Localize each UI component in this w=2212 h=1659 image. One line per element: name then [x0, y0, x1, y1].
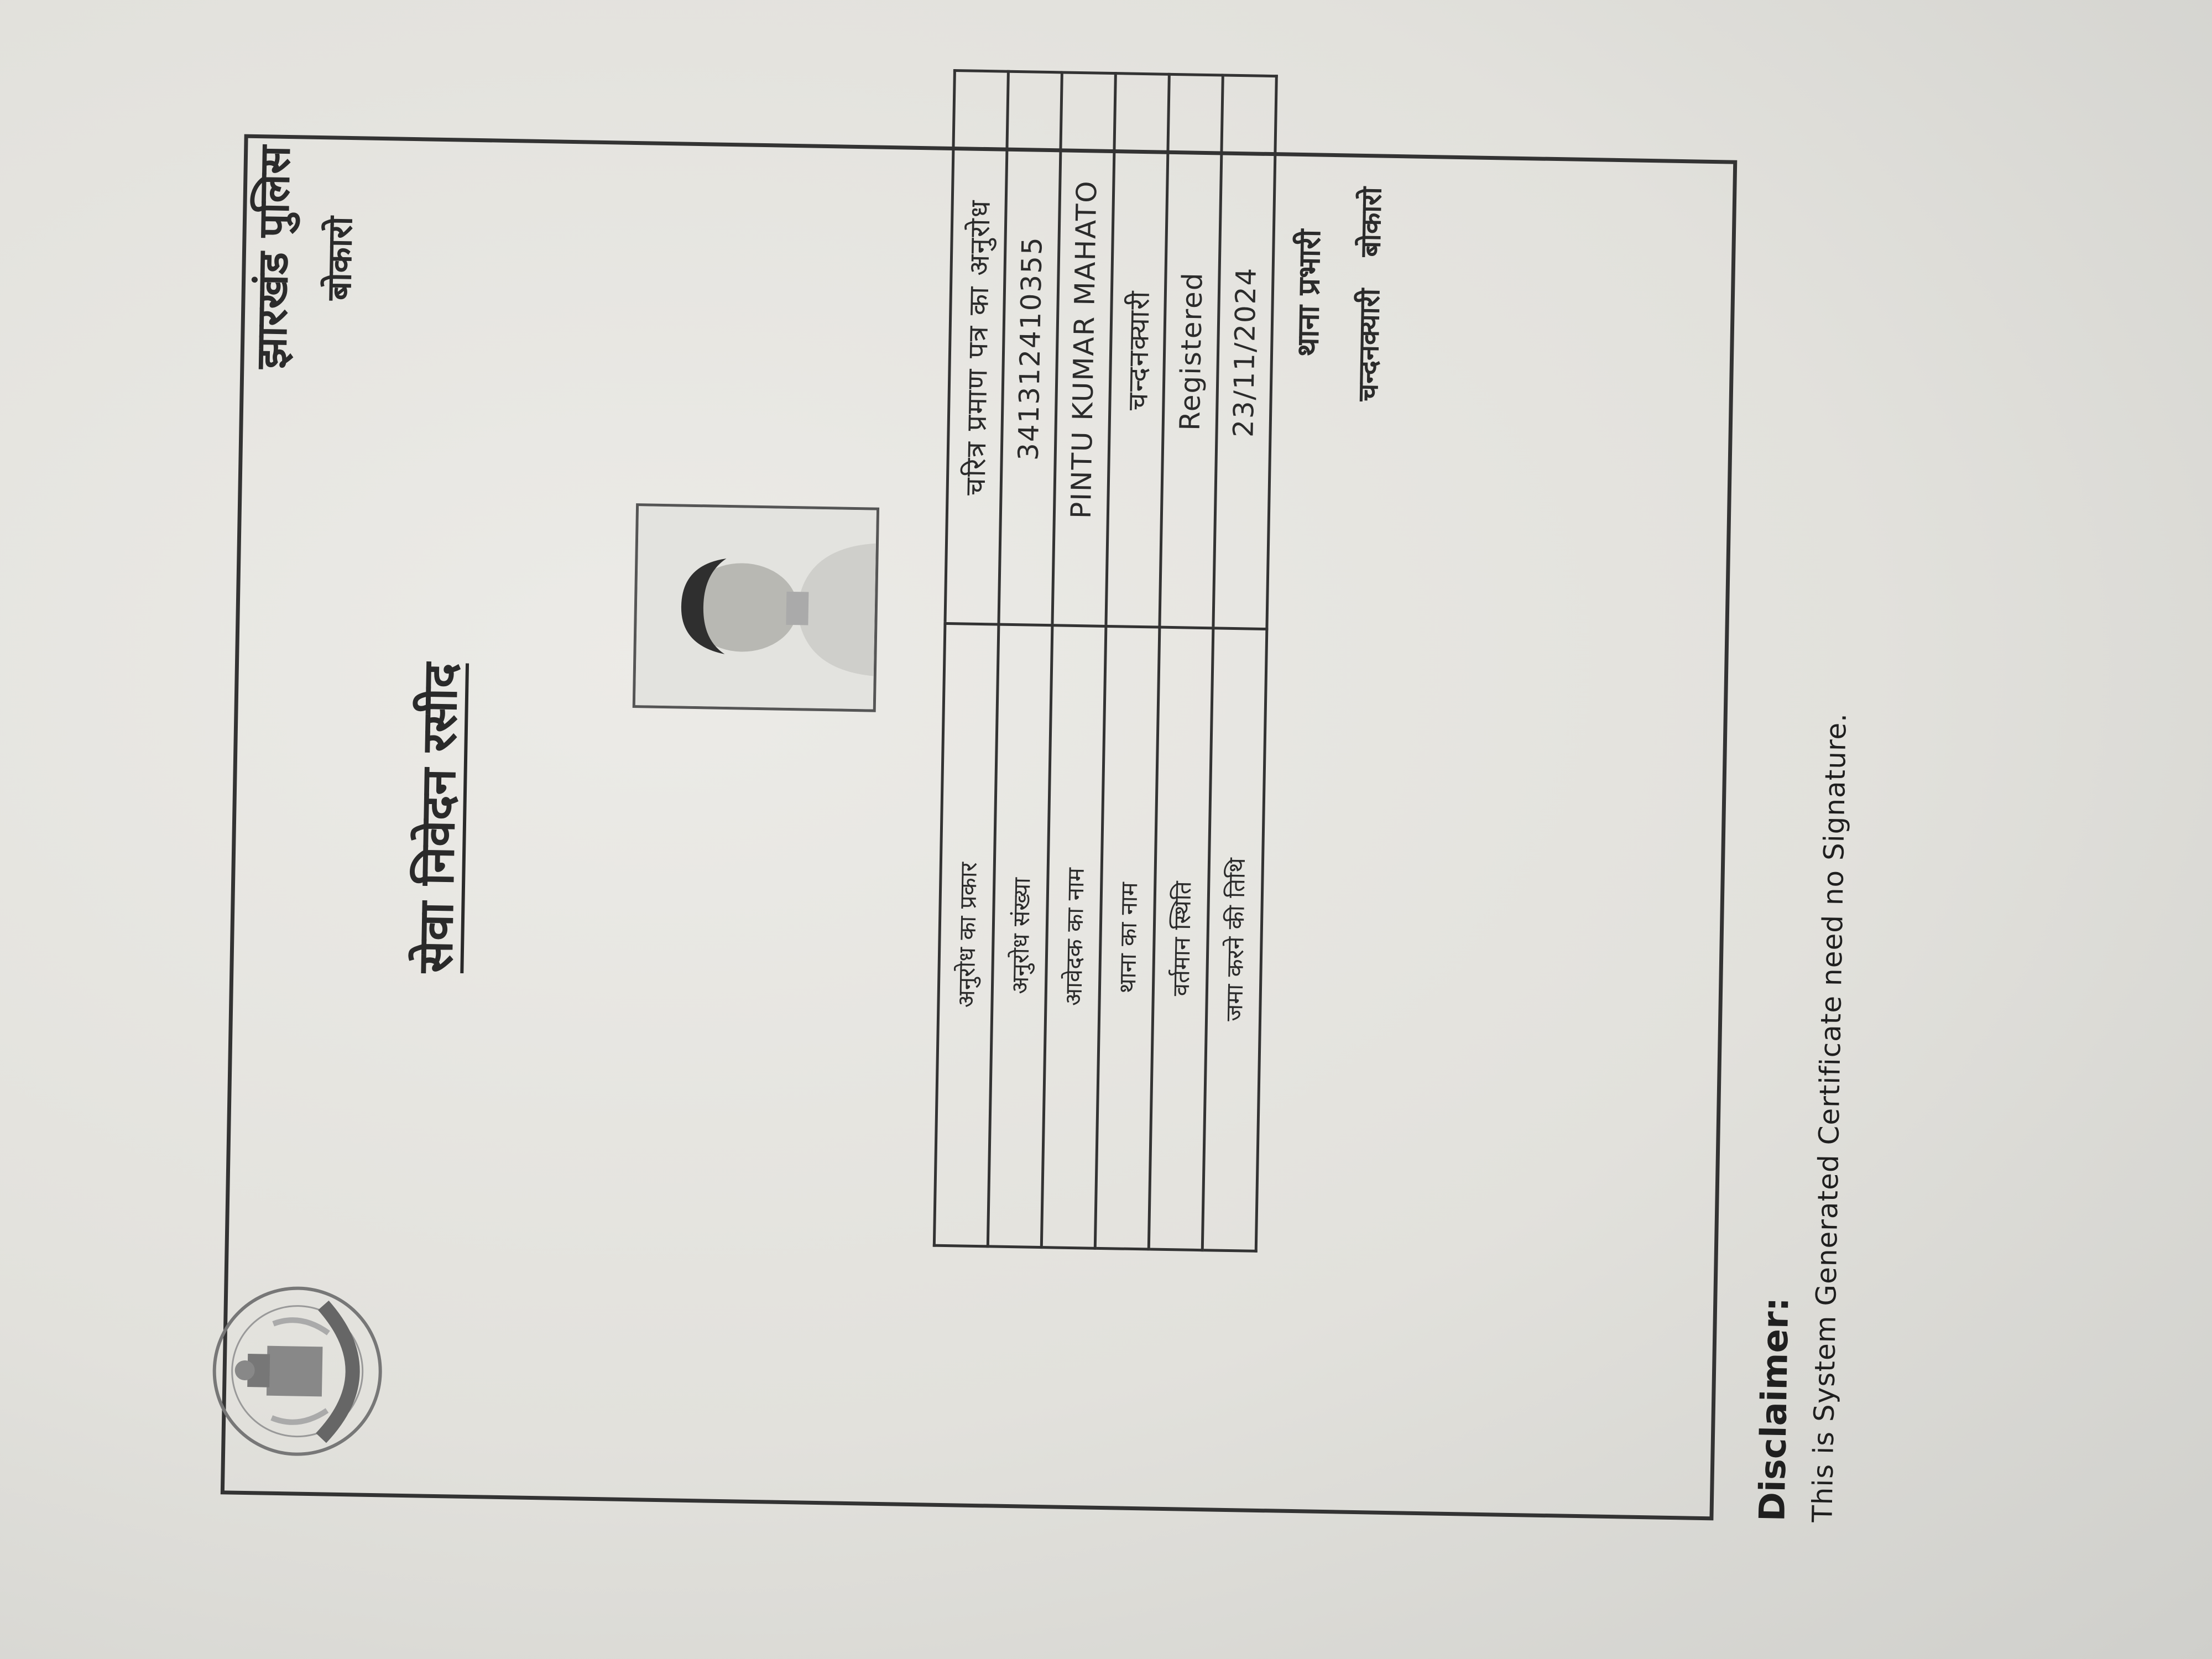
row-label: अनुरोध का प्रकार: [934, 623, 999, 1246]
person-photo-icon: [635, 506, 877, 709]
row-label: थाना का नाम: [1095, 626, 1160, 1249]
row-value: PINTU KUMAR MAHATO: [1052, 72, 1115, 627]
header-organization: [246, 145, 362, 371]
row-value: 23/11/2024: [1213, 75, 1276, 629]
row-label: वर्तमान स्थिति: [1149, 627, 1213, 1250]
row-label: जमा करने की तिथि: [1202, 628, 1267, 1251]
disclaimer-section: [1752, 712, 1853, 1523]
row-label: आवेदक का नाम: [1041, 625, 1106, 1249]
receipt-document: [159, 67, 2054, 1593]
organization-name: झारखंड पुलिस: [246, 145, 300, 369]
row-label: अनुरोध संख्या: [988, 624, 1052, 1248]
disclaimer-text: This is System Generated Certificate need no Signature.: [1806, 712, 1853, 1523]
signatory-location: [1348, 187, 1390, 401]
signatory-district: बोकारो: [1354, 186, 1388, 257]
row-value: Registered: [1160, 74, 1223, 628]
organization-location: बोकारो: [320, 216, 361, 301]
row-value: 341312410355: [999, 71, 1062, 625]
row-value: चन्दनक्यारी: [1106, 74, 1169, 628]
police-emblem-icon: [205, 1279, 390, 1464]
disclaimer-heading: Disclaimer:: [1752, 1297, 1797, 1522]
receipt-details-table: [933, 69, 1278, 1253]
signatory-title: थाना प्रभारी: [1290, 229, 1327, 357]
signature-block: [1285, 186, 1390, 401]
page-title: सेवा निवेदन रसीद: [408, 662, 469, 974]
row-value: चरित्र प्रमाण पत्र का अनुरोध: [945, 71, 1008, 625]
applicant-photo: [633, 503, 879, 712]
signatory-station: चन्दनक्यारी: [1352, 288, 1386, 401]
